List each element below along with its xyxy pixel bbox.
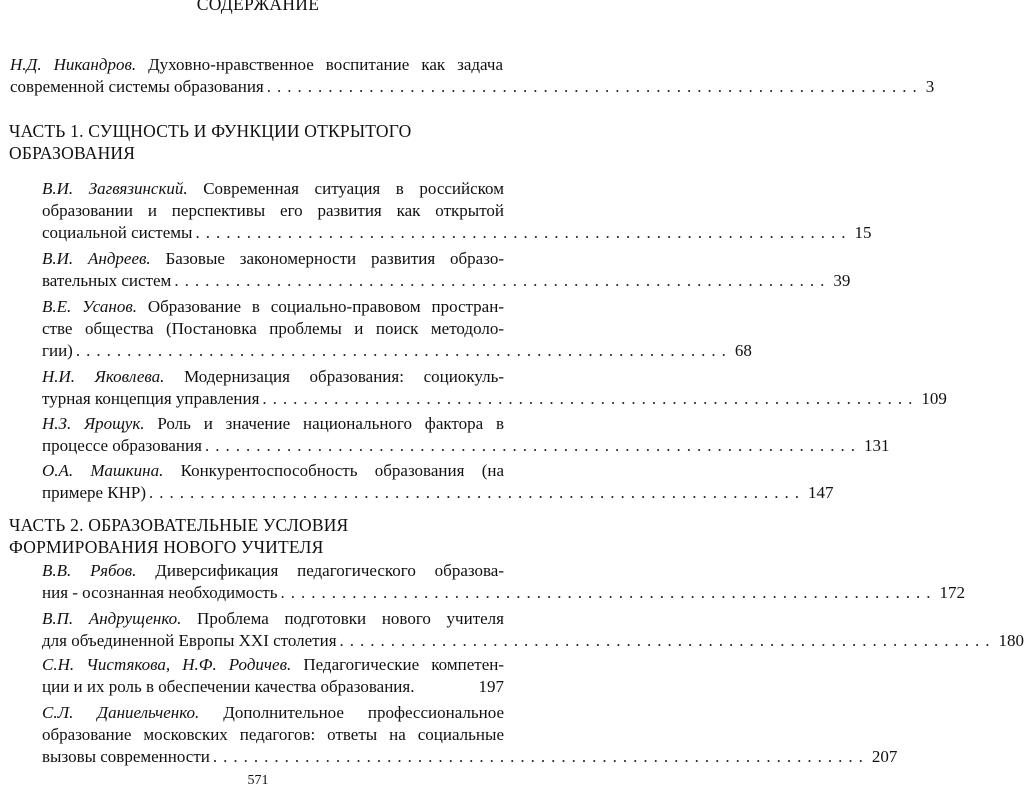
dot-leader: ................................................................	[149, 483, 806, 502]
entry-title-line: Педагогические компетен-	[291, 655, 504, 674]
entry-author: О.А. Машкина.	[42, 461, 164, 480]
entry-title-line: примере КНР)	[42, 483, 147, 502]
dot-leader: ................................................................	[262, 389, 919, 408]
part-heading-line: ФОРМИРОВАНИЯ НОВОГО УЧИТЕЛЯ	[9, 537, 324, 557]
entry-line	[42, 248, 504, 270]
part-heading-line: ЧАСТЬ 1. СУЩНОСТЬ И ФУНКЦИИ ОТКРЫТОГО	[9, 121, 412, 141]
entry-line	[10, 54, 503, 76]
entry-line	[42, 702, 504, 724]
entry-title-line: вызовы современности	[42, 747, 210, 766]
part-heading-1	[9, 120, 499, 164]
toc-entry	[42, 654, 504, 698]
part-heading-line: ОБРАЗОВАНИЯ	[9, 143, 136, 163]
entry-title-line: современной системы образования	[10, 77, 264, 96]
entry-author: В.И. Андреев.	[42, 249, 151, 268]
page-number: 68	[734, 341, 752, 360]
entry-line	[42, 608, 504, 630]
entry-line	[42, 178, 504, 200]
entry-title-line: Роль и значение национального фактора в	[144, 414, 504, 433]
page-number: 3	[925, 77, 935, 96]
page-number: 15	[854, 223, 872, 242]
entry-line	[42, 654, 504, 676]
entry-author: В.П. Андрущенко.	[42, 609, 182, 628]
page-number: 172	[939, 583, 965, 602]
entry-title-line: стве общества (Постановка проблемы и поиск методоло-	[42, 319, 504, 338]
entry-title-line: ции и их роль в обеспечении качества образования.	[42, 677, 415, 696]
entry-line	[42, 340, 752, 362]
toc-entry	[42, 460, 834, 504]
page-folio-number: 571	[247, 773, 269, 788]
entry-title-line: гии)	[42, 341, 73, 360]
entry-title-line: Современная ситуация в российском	[187, 179, 504, 198]
entry-title-line: процессе образования	[42, 436, 202, 455]
entry-line	[42, 724, 504, 746]
entry-line	[42, 582, 965, 604]
entry-author: Н.З. Ярощук.	[42, 414, 145, 433]
page-number: 197	[478, 677, 504, 696]
entry-title-line: Базовые закономерности развития образо-	[150, 249, 504, 268]
dot-leader: ................................................................	[75, 341, 732, 360]
entry-line	[42, 630, 1024, 652]
entry-line	[42, 200, 504, 222]
dot-leader: ................................................................	[212, 747, 869, 766]
entry-title-line: Модернизация образования: социокуль-	[164, 367, 504, 386]
entry-title-line: образование московских педагогов: ответы на социальные	[42, 725, 504, 744]
entry-line	[42, 413, 504, 435]
page-number: 207	[871, 747, 898, 766]
entry-line	[42, 746, 898, 768]
page-number: 180	[998, 631, 1024, 650]
entry-title-line: ния - осознанная необходимость	[42, 583, 278, 602]
entry-title-line: Образование в социально-правовом простран-	[136, 297, 504, 316]
toc-entry	[42, 366, 947, 410]
entry-title-line: Конкурентоспособность образования (на	[163, 461, 504, 480]
entry-line	[42, 296, 504, 318]
entry-title-line: турная концепция управления	[42, 389, 260, 408]
toc-entry	[42, 248, 851, 292]
toc-entry	[42, 413, 890, 457]
part-heading-line: ЧАСТЬ 2. ОБРАЗОВАТЕЛЬНЫЕ УСЛОВИЯ	[9, 515, 349, 535]
entry-line	[42, 222, 872, 244]
entry-line	[42, 270, 851, 292]
entry-author: В.В. Рябов.	[42, 561, 137, 580]
page-number: 39	[833, 271, 851, 290]
page-title: СОДЕРЖАНИЕ	[196, 0, 320, 14]
entry-line	[42, 435, 890, 457]
toc-entry	[42, 178, 872, 244]
entry-line	[42, 676, 504, 698]
page-number: 147	[808, 483, 834, 502]
entry-title-line: социальной системы	[42, 223, 193, 242]
entry-author: Н.Д. Никандров.	[10, 55, 137, 74]
entry-title-line: Диверсификация педагогического образова-	[136, 561, 505, 580]
entry-line	[10, 76, 935, 98]
entry-title-line: Духовно-нравственное воспитание как задача	[136, 55, 504, 74]
dot-leader: ................................................................	[280, 583, 937, 602]
dot-leader: ................................................................	[195, 223, 852, 242]
entry-line	[42, 482, 834, 504]
toc-entry	[42, 296, 752, 362]
dot-leader: ................................................................	[266, 77, 923, 96]
entry-author: В.Е. Усанов.	[42, 297, 137, 316]
part-heading-2	[9, 514, 499, 558]
toc-entry	[42, 702, 898, 768]
entry-author: С.Л. Даниельченко.	[42, 703, 200, 722]
toc-entry	[42, 560, 965, 604]
entry-line	[42, 560, 504, 582]
page-number: 109	[921, 389, 947, 408]
entry-author: С.Н. Чистякова, Н.Ф. Родичев.	[42, 655, 292, 674]
entry-title-line: образовании и перспективы его развития как открытой	[42, 201, 504, 220]
dot-leader: ................................................................	[204, 436, 861, 455]
entry-line	[42, 388, 947, 410]
entry-line	[42, 460, 504, 482]
page-number: 131	[863, 436, 890, 455]
dot-leader: ................................................................	[174, 271, 831, 290]
entry-line	[42, 366, 504, 388]
entry-title-line: Проблема подготовки нового учителя	[181, 609, 504, 628]
dot-leader: ................................................................	[339, 631, 996, 650]
toc-entry	[42, 608, 1024, 652]
entry-title-line: вательных систем	[42, 271, 172, 290]
entry-title-line: для объединенной Европы XXI столетия	[42, 631, 337, 650]
toc-entry-intro	[10, 54, 935, 98]
entry-title-line: Дополнительное профессиональное	[199, 703, 504, 722]
entry-author: Н.И. Яковлева.	[42, 367, 165, 386]
entry-author: В.И. Загвязинский.	[42, 179, 188, 198]
entry-line	[42, 318, 504, 340]
